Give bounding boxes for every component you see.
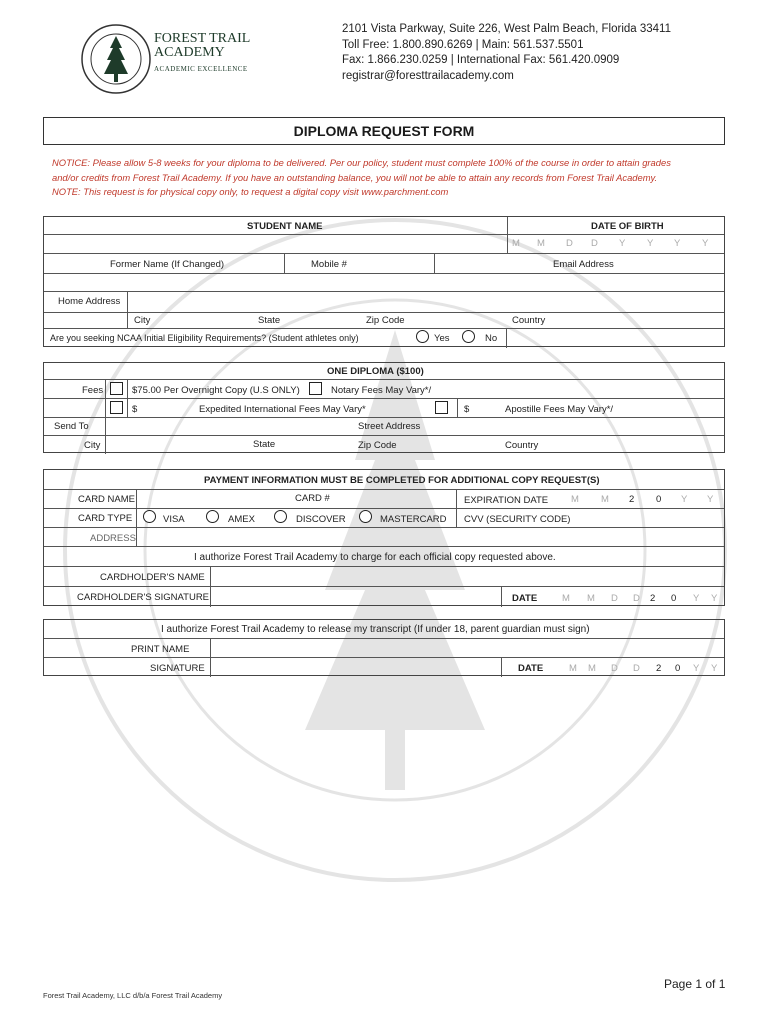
footer-company: Forest Trail Academy, LLC d/b/a Forest Trail Academy [43, 991, 223, 1000]
send-zip-label: Zip Code [358, 440, 397, 451]
student-header-row [44, 217, 724, 235]
cardholder-signature-label: CARDHOLDER'S SIGNATURE [77, 592, 210, 603]
fax-line: Fax: 1.866.230.0259 | International Fax: 561.420.0909 [342, 54, 620, 66]
former-name-input-row[interactable] [44, 274, 724, 292]
apostille-checkbox[interactable] [435, 401, 448, 414]
payment-address-label: ADDRESS [90, 533, 136, 544]
payment-header-row [44, 470, 724, 490]
payment-address-input[interactable] [137, 528, 724, 546]
dob-label: DATE OF BIRTH [591, 221, 664, 232]
expedited-checkbox[interactable] [110, 401, 123, 414]
send-to-row [44, 418, 724, 436]
overnight-label: $75.00 Per Overnight Copy (U.S ONLY) [132, 385, 300, 396]
payment-address-row [44, 528, 724, 547]
card-number-label: CARD # [295, 493, 330, 504]
payment-date-input[interactable]: M M D D 2 0 Y Y [562, 593, 718, 604]
release-signature-row [44, 658, 724, 677]
form-title: DIPLOMA REQUEST FORM [43, 117, 725, 145]
authorize-charge-text: I authorize Forest Trail Academy to charge for each official copy requested above. [194, 552, 556, 563]
mastercard-label: MASTERCARD [380, 514, 447, 525]
visa-radio[interactable] [143, 510, 156, 523]
authorize-release-text: I authorize Forest Trail Academy to release my transcript (If under 18, parent guardian must sign) [161, 624, 590, 635]
seal-icon [80, 18, 152, 100]
mastercard-radio[interactable] [359, 510, 372, 523]
former-name-row [44, 254, 724, 274]
email-label: Email Address [553, 259, 614, 270]
apostille-label: Apostille Fees May Vary*/ [505, 404, 614, 415]
payment-section [43, 469, 725, 606]
payment-date-label: DATE [512, 593, 538, 604]
diploma-header-row [44, 363, 724, 380]
card-type-label: CARD TYPE [78, 513, 133, 524]
expiration-label: EXPIRATION DATE [464, 495, 549, 506]
home-address-row [44, 292, 724, 313]
amex-label: AMEX [228, 514, 255, 525]
amex-radio[interactable] [206, 510, 219, 523]
ncaa-no-label: No [485, 333, 498, 344]
home-address-label: Home Address [58, 296, 121, 307]
logo [80, 18, 270, 100]
ncaa-question: Are you seeking NCAA Initial Eligibility Requirements? (Student athletes only) [50, 333, 359, 343]
state-label: State [258, 315, 281, 326]
release-header-row [44, 620, 724, 639]
page-number: Page 1 of 1 [664, 977, 726, 991]
student-name-input[interactable] [44, 235, 507, 253]
address-line: 2101 Vista Parkway, Suite 226, West Palm Beach, Florida 33411 [342, 23, 671, 35]
ncaa-yes-label: Yes [434, 333, 450, 344]
notary-checkbox[interactable] [309, 382, 322, 395]
diploma-heading: ONE DIPLOMA ($100) [327, 366, 424, 377]
send-city-row [44, 436, 724, 454]
phone-line: Toll Free: 1.800.890.6269 | Main: 561.537.5501 [342, 38, 584, 51]
fees-row [44, 380, 724, 399]
authorize-charge-row [44, 547, 724, 567]
notice [52, 156, 732, 200]
fees-label: Fees [82, 385, 104, 396]
card-name-row [44, 490, 724, 509]
print-name-label: PRINT NAME [131, 644, 190, 655]
mobile-label: Mobile # [311, 259, 347, 270]
discover-radio[interactable] [274, 510, 287, 523]
send-to-label: Send To [54, 421, 89, 432]
release-signature-label: SIGNATURE [150, 663, 205, 674]
home-address-input[interactable] [128, 292, 724, 312]
send-city-label: City [84, 440, 101, 451]
address-block [342, 22, 671, 84]
country-label: Country [512, 315, 546, 326]
diploma-section [43, 362, 725, 453]
student-section [43, 216, 725, 347]
apostille-dollar: $ [464, 404, 470, 415]
cardholder-name-input[interactable] [211, 567, 724, 586]
city-state-row [44, 313, 724, 329]
ncaa-row [44, 329, 724, 348]
cardholder-name-row [44, 567, 724, 587]
notice-line: and/or credits from Forest Trail Academy. If you have an outstanding balance, you will not be able to attain any records from Forest Trail Academy. [52, 171, 658, 183]
expedited-row [44, 399, 724, 418]
cvv-label: CVV (SECURITY CODE) [464, 514, 571, 525]
payment-heading: PAYMENT INFORMATION MUST BE COMPLETED FOR ADDITIONAL COPY REQUEST(S) [204, 475, 600, 486]
street-label: Street Address [358, 421, 421, 432]
release-date-input[interactable]: M M D D 2 0 Y Y [569, 663, 718, 674]
ncaa-no-radio[interactable] [462, 330, 475, 343]
expedited-dollar: $ [132, 404, 138, 415]
print-name-input[interactable] [211, 639, 724, 657]
cardholder-signature-row [44, 587, 724, 607]
city-label: City [134, 315, 151, 326]
notice-line: NOTICE: Please allow 5-8 weeks for your diploma to be delivered. Per our policy, student must complete 100% of the course in order to attain grades [52, 157, 671, 168]
former-name-label: Former Name (If Changed) [110, 259, 225, 270]
card-type-row [44, 509, 724, 528]
print-name-row [44, 639, 724, 658]
ncaa-yes-radio[interactable] [416, 330, 429, 343]
discover-label: DISCOVER [296, 514, 346, 525]
logo-name-line1: FOREST TRAIL [154, 31, 251, 46]
student-name-row [44, 235, 724, 254]
cardholder-name-label: CARDHOLDER'S NAME [100, 572, 205, 583]
release-section [43, 619, 725, 676]
zip-label: Zip Code [366, 315, 405, 326]
card-name-label: CARD NAME [78, 494, 136, 505]
email-link[interactable]: registrar@foresttrailacademy.com [342, 69, 514, 82]
note-line: NOTE: This request is for physical copy only, to request a digital copy visit www.parchment.com [52, 186, 449, 197]
overnight-checkbox[interactable] [110, 382, 123, 395]
release-date-label: DATE [518, 663, 544, 674]
notary-label: Notary Fees May Vary*/ [331, 385, 432, 396]
expedited-label: Expedited International Fees May Vary* [199, 404, 366, 415]
student-name-label: STUDENT NAME [247, 221, 323, 232]
send-country-label: Country [505, 440, 539, 451]
send-state-label: State [253, 439, 276, 450]
dob-input[interactable]: M M D D Y Y Y Y [512, 238, 709, 249]
logo-name-line2: ACADEMY [154, 45, 225, 60]
visa-label: VISA [163, 514, 185, 525]
logo-tagline: ACADEMIC EXCELLENCE [154, 65, 248, 73]
expiration-input[interactable]: M M 2 0 Y Y [571, 494, 714, 505]
